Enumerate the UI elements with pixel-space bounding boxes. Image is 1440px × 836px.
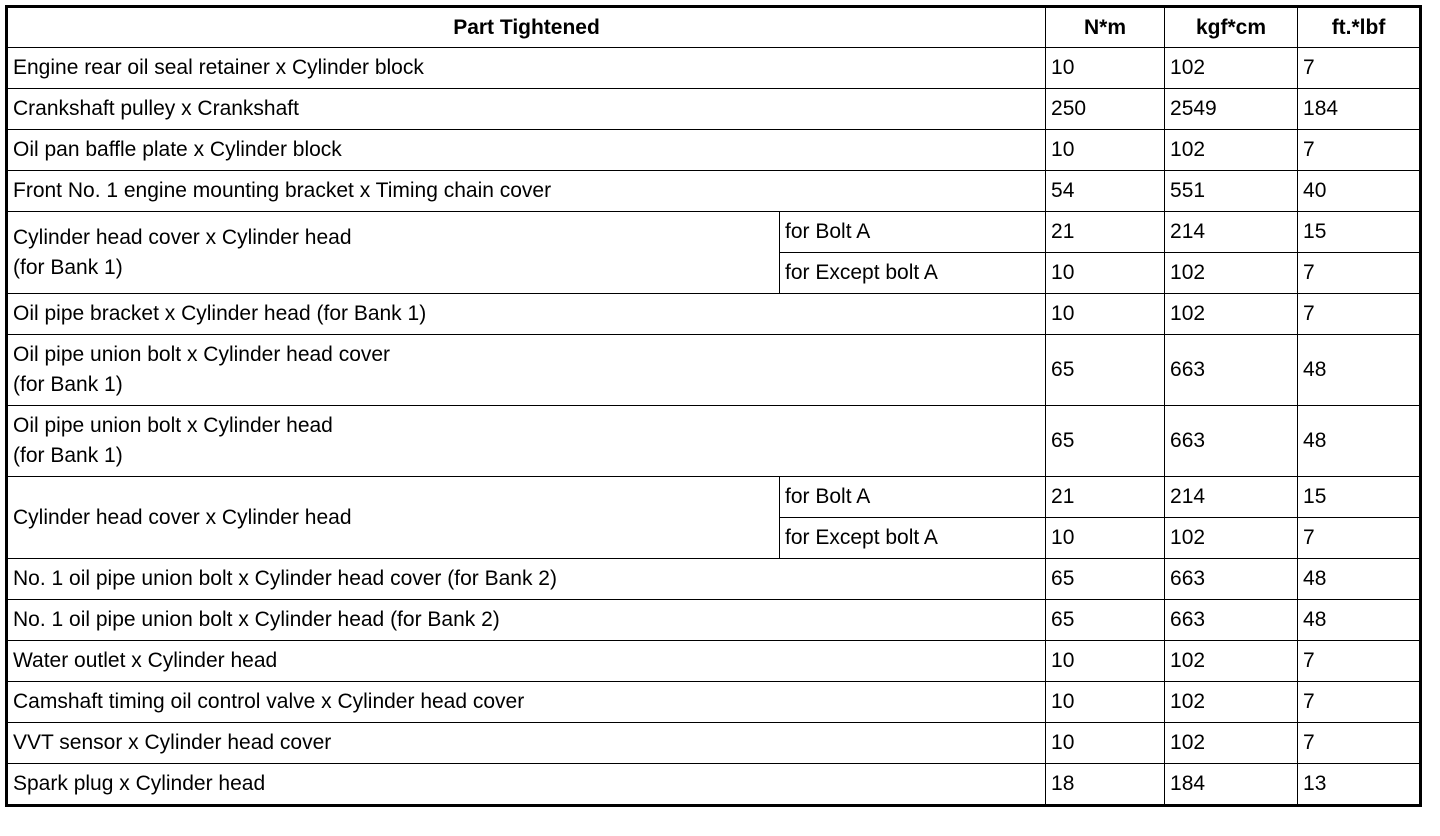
kgf-cell: 663 [1165, 600, 1298, 641]
table-row [7, 89, 1421, 130]
kgf-cell: 102 [1165, 723, 1298, 764]
ftlbf-cell: 48 [1298, 600, 1421, 641]
header-part-tightened: Part Tightened [7, 7, 1046, 48]
part-cell: Camshaft timing oil control valve x Cylinder head cover [7, 682, 1046, 723]
ftlbf-cell: 184 [1298, 89, 1421, 130]
nm-cell: 21 [1046, 212, 1165, 253]
table-row [7, 406, 1421, 477]
nm-cell: 10 [1046, 294, 1165, 335]
nm-cell: 10 [1046, 130, 1165, 171]
nm-cell: 10 [1046, 682, 1165, 723]
nm-cell: 54 [1046, 171, 1165, 212]
kgf-cell: 551 [1165, 171, 1298, 212]
kgf-cell: 184 [1165, 764, 1298, 806]
nm-cell: 18 [1046, 764, 1165, 806]
part-cell: Cylinder head cover x Cylinder head (for Bank 1) [7, 212, 780, 294]
table-row [7, 641, 1421, 682]
part-cell: Cylinder head cover x Cylinder head [7, 477, 780, 559]
ftlbf-cell: 7 [1298, 682, 1421, 723]
part-cell: No. 1 oil pipe union bolt x Cylinder head (for Bank 2) [7, 600, 1046, 641]
kgf-cell: 2549 [1165, 89, 1298, 130]
part-cell: Engine rear oil seal retainer x Cylinder block [7, 48, 1046, 89]
kgf-cell: 102 [1165, 641, 1298, 682]
part-cell: No. 1 oil pipe union bolt x Cylinder head cover (for Bank 2) [7, 559, 1046, 600]
sub-part-cell: for Except bolt A [780, 518, 1046, 559]
table-row [7, 764, 1421, 806]
part-cell: Front No. 1 engine mounting bracket x Timing chain cover [7, 171, 1046, 212]
table-row [7, 477, 1421, 518]
table-row [7, 559, 1421, 600]
kgf-cell: 214 [1165, 477, 1298, 518]
ftlbf-cell: 7 [1298, 294, 1421, 335]
table-row [7, 212, 1421, 253]
kgf-cell: 102 [1165, 253, 1298, 294]
kgf-cell: 102 [1165, 48, 1298, 89]
ftlbf-cell: 7 [1298, 130, 1421, 171]
table-row [7, 335, 1421, 406]
part-cell: Oil pipe union bolt x Cylinder head (for Bank 1) [7, 406, 1046, 477]
kgf-cell: 102 [1165, 130, 1298, 171]
part-cell: Crankshaft pulley x Crankshaft [7, 89, 1046, 130]
ftlbf-cell: 13 [1298, 764, 1421, 806]
table-row [7, 294, 1421, 335]
ftlbf-cell: 7 [1298, 723, 1421, 764]
ftlbf-cell: 7 [1298, 253, 1421, 294]
nm-cell: 250 [1046, 89, 1165, 130]
table-row [7, 723, 1421, 764]
table-row [7, 130, 1421, 171]
kgf-cell: 102 [1165, 682, 1298, 723]
kgf-cell: 102 [1165, 294, 1298, 335]
nm-cell: 65 [1046, 600, 1165, 641]
kgf-cell: 663 [1165, 335, 1298, 406]
sub-part-cell: for Bolt A [780, 212, 1046, 253]
part-cell: Water outlet x Cylinder head [7, 641, 1046, 682]
ftlbf-cell: 15 [1298, 477, 1421, 518]
torque-specification-table [5, 5, 1422, 807]
ftlbf-cell: 40 [1298, 171, 1421, 212]
nm-cell: 65 [1046, 335, 1165, 406]
nm-cell: 10 [1046, 723, 1165, 764]
kgf-cell: 214 [1165, 212, 1298, 253]
kgf-cell: 663 [1165, 559, 1298, 600]
table-row [7, 600, 1421, 641]
part-cell: Spark plug x Cylinder head [7, 764, 1046, 806]
nm-cell: 10 [1046, 641, 1165, 682]
sub-part-cell: for Except bolt A [780, 253, 1046, 294]
table-row [7, 171, 1421, 212]
nm-cell: 65 [1046, 559, 1165, 600]
header-nm: N*m [1046, 7, 1165, 48]
ftlbf-cell: 15 [1298, 212, 1421, 253]
header-ft-lbf: ft.*lbf [1298, 7, 1421, 48]
nm-cell: 10 [1046, 48, 1165, 89]
header-kgf-cm: kgf*cm [1165, 7, 1298, 48]
nm-cell: 21 [1046, 477, 1165, 518]
ftlbf-cell: 48 [1298, 559, 1421, 600]
ftlbf-cell: 48 [1298, 406, 1421, 477]
ftlbf-cell: 48 [1298, 335, 1421, 406]
part-cell: Oil pipe union bolt x Cylinder head cover (for Bank 1) [7, 335, 1046, 406]
table-header-row [7, 7, 1421, 48]
nm-cell: 10 [1046, 518, 1165, 559]
part-cell: Oil pipe bracket x Cylinder head (for Bank 1) [7, 294, 1046, 335]
kgf-cell: 663 [1165, 406, 1298, 477]
part-cell: VVT sensor x Cylinder head cover [7, 723, 1046, 764]
ftlbf-cell: 7 [1298, 518, 1421, 559]
sub-part-cell: for Bolt A [780, 477, 1046, 518]
table-row [7, 682, 1421, 723]
table-row [7, 48, 1421, 89]
part-cell: Oil pan baffle plate x Cylinder block [7, 130, 1046, 171]
ftlbf-cell: 7 [1298, 48, 1421, 89]
nm-cell: 10 [1046, 253, 1165, 294]
nm-cell: 65 [1046, 406, 1165, 477]
kgf-cell: 102 [1165, 518, 1298, 559]
ftlbf-cell: 7 [1298, 641, 1421, 682]
